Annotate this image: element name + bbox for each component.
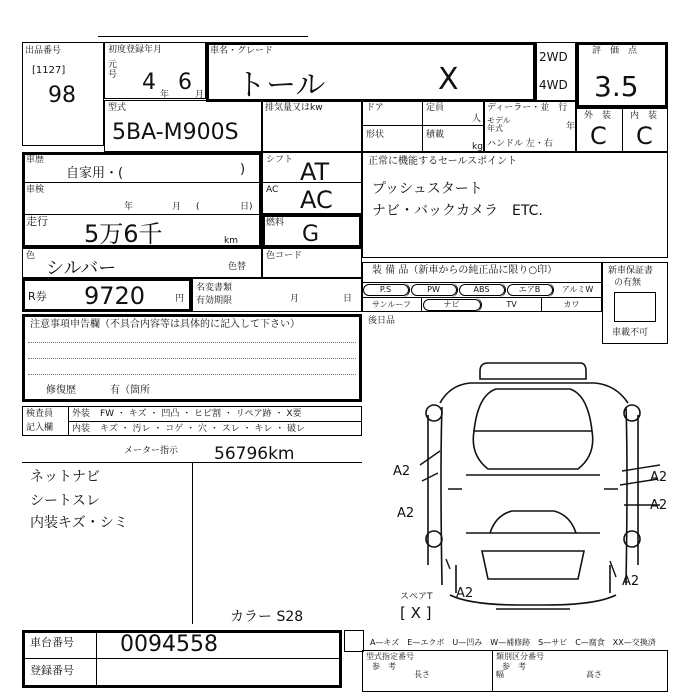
equipment-item: アルミW xyxy=(554,283,602,297)
mark-a2-4: A2 xyxy=(650,498,668,513)
usage-value: 自家用・( xyxy=(66,166,124,181)
inspection-year: 年 xyxy=(124,202,134,212)
inspection-month: 月 xyxy=(172,202,182,212)
expiry-month: 月 xyxy=(290,294,300,304)
notes-vdivider xyxy=(192,462,193,624)
model-label: 型式 xyxy=(108,103,127,113)
color-value: シルバー xyxy=(46,258,117,279)
drive-2wd: 2WD xyxy=(539,50,568,64)
mark-a2-2: A2 xyxy=(397,506,415,521)
warranty-not-possible: 車載不可 xyxy=(612,328,649,338)
height-label: 高さ xyxy=(586,670,602,679)
month-unit: 月 xyxy=(195,90,205,100)
exterior-grade: C xyxy=(590,122,607,150)
spec-vdiv xyxy=(492,650,493,692)
equipment-row-2 xyxy=(362,298,602,312)
warranty-checkbox[interactable] xyxy=(614,292,656,322)
exterior-tag: 外装 xyxy=(72,409,91,419)
capacity-unit: 人 xyxy=(472,114,482,124)
load-label: 積載 xyxy=(426,130,445,140)
fuel-value: G xyxy=(302,222,320,247)
inspector-label2: 記入欄 xyxy=(26,423,54,433)
notes-line-3 xyxy=(28,374,356,375)
spare-value: [ X ] xyxy=(400,604,432,622)
interior-grade: C xyxy=(636,122,653,150)
warranty-label1: 新車保証書 xyxy=(608,266,654,276)
equipment-item: P.S xyxy=(362,283,410,297)
meter-label: メーター指示 xyxy=(124,446,179,456)
mileage-unit: km xyxy=(224,236,238,246)
shift-value: AT xyxy=(300,158,330,186)
selling-points-label: 正常に機能するセールスポイント xyxy=(368,156,518,167)
mileage-label: 走行 xyxy=(26,215,48,228)
chassis-hdiv xyxy=(22,658,342,659)
first-reg-month: 6 xyxy=(178,70,192,95)
model-year-unit: 年 xyxy=(566,122,576,132)
inspection-day: 日) xyxy=(240,202,253,212)
era-label: 元号 xyxy=(108,60,118,80)
fuel-label: 燃料 xyxy=(266,218,285,228)
note-2: シートスレ xyxy=(30,493,100,509)
door-hdivider xyxy=(362,125,484,126)
reg-label: 登録番号 xyxy=(30,664,74,677)
door-divider xyxy=(422,100,423,152)
door-label: ドア xyxy=(366,103,384,113)
exterior-label: 外 装 xyxy=(584,111,612,121)
repair-value: 有（箇所 xyxy=(110,385,150,396)
first-reg-year: 4 xyxy=(142,70,156,95)
car-grade: X xyxy=(438,62,459,97)
shape-label: 形状 xyxy=(366,130,385,140)
recycle-label: R券 xyxy=(28,290,47,303)
chassis-label: 車台番号 xyxy=(30,636,74,649)
equipment-item: カワ xyxy=(542,298,602,312)
mark-a2-1: A2 xyxy=(393,464,411,479)
inspection-open: ( xyxy=(196,202,200,212)
color-code-note: カラー S28 xyxy=(230,609,304,625)
score-label: 評 価 点 xyxy=(592,46,638,56)
lot-label: 出品番号 xyxy=(25,46,62,56)
equipment-item: エアB xyxy=(506,283,554,297)
equipment-item: ABS xyxy=(458,283,506,297)
mark-a2-5: A2 xyxy=(456,586,474,601)
shift-label: シフト xyxy=(266,155,294,165)
name-grade-label: 車名・グレード xyxy=(210,46,274,56)
top-rule xyxy=(98,36,308,37)
expiry-day: 日 xyxy=(343,294,353,304)
equipment-item: サンルーフ xyxy=(362,298,422,312)
selling-point-2: ナビ・バックカメラ ETC. xyxy=(372,203,543,219)
expiry-label1: 名変書類 xyxy=(196,283,233,293)
recycle-unit: 円 xyxy=(175,294,185,304)
spare-label: スペアT xyxy=(400,592,433,602)
inspector-hdiv xyxy=(68,421,362,422)
note-3: 内装キズ・シミ xyxy=(30,515,128,531)
mileage-value: 5万6千 xyxy=(84,220,163,248)
notes-line-1 xyxy=(28,342,356,343)
usage-close: ) xyxy=(240,162,246,177)
dealer-label: ディーラー・並 行 xyxy=(487,103,568,113)
equipment-item: TV xyxy=(482,298,542,312)
class-label2: 参 考 xyxy=(502,662,526,671)
model-year-label: モデル年式 xyxy=(487,116,511,133)
interior-items: キズ ・ 汚レ ・ コゲ ・ 穴 ・ スレ ・ キレ ・ 破レ xyxy=(100,424,306,434)
selling-point-1: プッシュスタート xyxy=(372,181,483,197)
notes-line-2 xyxy=(28,358,356,359)
warranty-label2: の有無 xyxy=(614,278,642,288)
repair-label: 修復歴 xyxy=(46,385,76,396)
first-reg-label: 初度登録年月 xyxy=(108,45,163,55)
chassis-vdiv xyxy=(96,630,97,688)
color-label: 色 xyxy=(26,251,36,261)
color-code-label: 色コード xyxy=(266,251,303,261)
ext-int-divider xyxy=(622,108,623,152)
notes-label: 注意事項申告欄（不具合内容等は具体的に記入して下さい） xyxy=(30,319,300,330)
check-box-small[interactable] xyxy=(344,630,364,652)
inspection-label: 車検 xyxy=(26,185,45,195)
model-value: 5BA-M900S xyxy=(112,120,239,145)
expiry-label2: 有効期限 xyxy=(196,296,233,306)
width-label: 幅 xyxy=(496,670,504,679)
car-diagram xyxy=(410,355,680,615)
chassis-value: 0094558 xyxy=(120,632,218,657)
inspector-label1: 検査員 xyxy=(26,409,54,419)
car-name: トール xyxy=(236,68,326,103)
meter-value: 56796km xyxy=(214,444,295,464)
repaint-label: 色替 xyxy=(228,262,247,272)
equipment-item: PW xyxy=(410,283,458,297)
equipment-item: ナビ xyxy=(422,298,482,312)
year-unit: 年 xyxy=(160,90,170,100)
mark-a2-6: A2 xyxy=(622,574,640,589)
recycle-value: 9720 xyxy=(84,282,146,310)
equipment-label: 装 備 品（新車からの純正品に限り○印） xyxy=(372,265,558,276)
lot-number: 98 xyxy=(48,83,76,108)
drive-4wd: 4WD xyxy=(539,78,568,92)
interior-label: 内 装 xyxy=(630,111,658,121)
class-label1: 類別区分番号 xyxy=(496,652,544,661)
equipment-row-1 xyxy=(362,283,602,297)
form-label1: 型式指定番号 xyxy=(366,652,414,661)
capacity-label: 定員 xyxy=(426,103,445,113)
load-unit: kg xyxy=(472,142,483,152)
mark-a2-3: A2 xyxy=(650,470,668,485)
usage-label: 車歴 xyxy=(26,155,45,165)
ac-label: AC xyxy=(266,185,279,195)
score-value: 3.5 xyxy=(594,70,639,103)
interior-tag: 内装 xyxy=(72,424,91,434)
lot-id: [1127] xyxy=(32,65,66,76)
exterior-items: FW ・ キズ ・ 凹凸 ・ ヒビ割 ・ リペア跡 ・ X要 xyxy=(100,409,302,419)
length-label: 長さ xyxy=(414,670,430,679)
history-div1 xyxy=(22,182,262,183)
ac-value: AC xyxy=(300,186,333,214)
legend: A—キズ E—エクボ U—凹み W—補修跡 S—サビ C—腐食 XX—交換済 xyxy=(370,638,656,647)
form-label2: 参 考 xyxy=(372,662,396,671)
displacement-label: 排気量又はkw xyxy=(265,103,323,113)
post-install-label: 後日品 xyxy=(368,316,396,326)
note-1: ネットナビ xyxy=(30,469,100,485)
handle-label: ハンドル 左・右 xyxy=(487,139,553,149)
